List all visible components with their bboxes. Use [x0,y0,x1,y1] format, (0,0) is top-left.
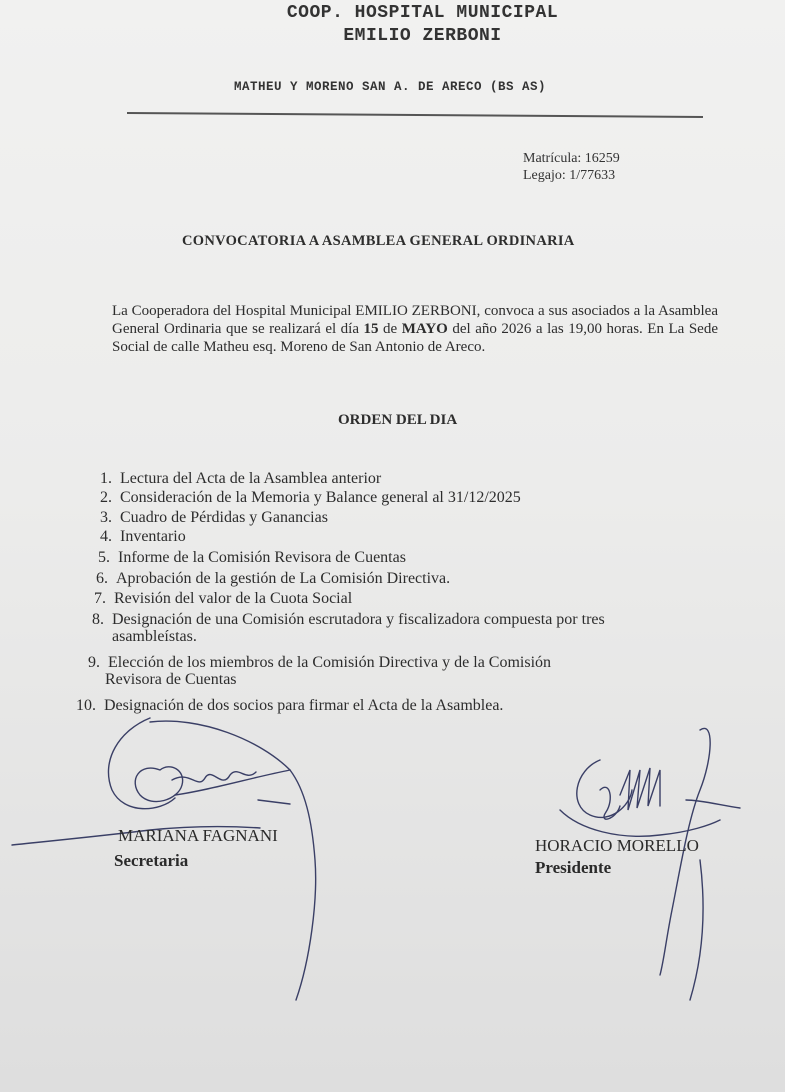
paragraph-text-part2: del año 2026 a las 19,00 horas. En La Sede Social de calle Matheu esq. Moreno de San Antonio de Areco. [112,320,718,355]
agenda-item-text: Designación de dos socios para firmar el Acta de la Asamblea. [104,697,504,714]
organization-address: MATHEU Y MORENO SAN A. DE ARECO (BS AS) [234,80,547,94]
president-title: Presidente [535,858,612,877]
president-name: HORACIO MORELLO [535,836,699,855]
agenda-item-number: 5. [98,549,110,566]
agenda-item-text: Designación de una Comisión escrutadora y fiscalizadora compuesta por tres [112,611,605,628]
paragraph-text-mid: de [378,320,402,337]
agenda-item-text: Lectura del Acta de la Asamblea anterior [120,470,382,487]
agenda-item-number: 8. [92,611,104,628]
agenda-item-number: 9. [88,654,100,671]
agenda-item-number: 10. [76,697,96,714]
organization-name-line2: EMILIO ZERBONI [343,26,502,46]
agenda-heading: ORDEN DEL DIA [338,412,458,428]
organization-name-line1: COOP. HOSPITAL MUNICIPAL [286,3,559,23]
agenda-item-number: 1. [100,470,112,487]
agenda-item-number: 4. [100,528,112,545]
agenda-item-number: 3. [100,509,112,526]
agenda-item-continuation: asambleístas. [112,628,197,645]
agenda-item-continuation: Revisora de Cuentas [105,671,237,688]
meeting-month: MAYO [401,320,448,337]
registration-legajo: Legajo: 1/77633 [523,168,616,183]
registration-matricula: Matrícula: 16259 [523,151,620,166]
meeting-day: 15 [363,320,379,337]
secretary-title: Secretaria [114,851,189,870]
agenda-item-text: Elección de los miembros de la Comisión Directiva y de la Comisión [108,654,552,671]
agenda-item-text: Cuadro de Pérdidas y Ganancias [120,509,328,526]
paragraph-text-part1: La Cooperadora del Hospital Municipal EMILIO ZERBONI, convoca a sus asociados a la Asamblea General Ordinaria que se realizará el día [112,303,718,337]
document-title: CONVOCATORIA A ASAMBLEA GENERAL ORDINARIA [182,233,575,249]
agenda-item-text: Aprobación de la gestión de La Comisión Directiva. [116,570,451,587]
agenda-item-number: 6. [96,570,108,587]
agenda-item-text: Informe de la Comisión Revisora de Cuentas [118,549,406,566]
agenda-item-text: Consideración de la Memoria y Balance general al 31/12/2025 [120,489,521,506]
agenda-item-number: 2. [100,489,112,506]
secretary-name: MARIANA FAGNANI [118,826,278,845]
agenda-item-text: Inventario [120,528,186,545]
agenda-item-text: Revisión del valor de la Cuota Social [114,590,353,607]
agenda-item-number: 7. [94,590,106,607]
